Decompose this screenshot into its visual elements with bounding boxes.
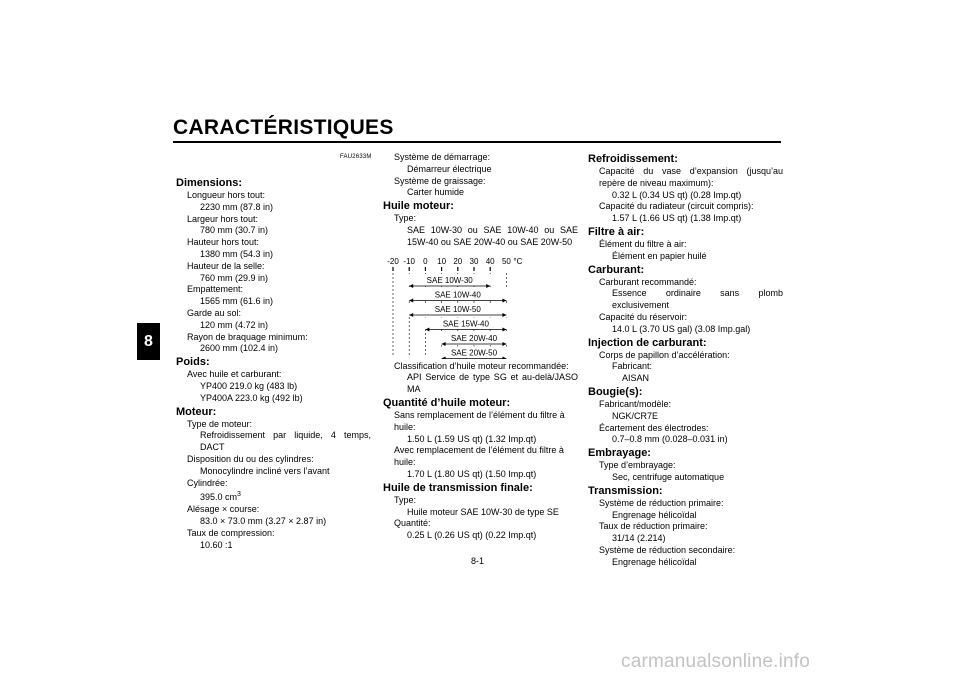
avec-remplacement-value: 1.70 L (1.80 US qt) (1.50 Imp.qt): [407, 468, 537, 479]
poids-value-2: YP400A 223.0 kg (492 lb): [200, 392, 303, 403]
selle-value: 760 mm (29.9 in): [200, 272, 269, 283]
cylindree-label: Cylindrée:: [187, 477, 228, 488]
oil-viscosity-chart: [383, 255, 578, 359]
disposition-value: Monocylindre incliné vers l’avant: [200, 465, 330, 476]
bougie-fabricant-value: NGK/CR7E: [612, 410, 659, 421]
title-rule: [173, 141, 781, 143]
ecartement-value: 0.7–0.8 mm (0.028–0.031 in): [612, 434, 728, 445]
empattement-value: 1565 mm (61.6 in): [200, 296, 274, 307]
page-title: CARACTÉRISTIQUES: [173, 116, 394, 139]
largeur-value: 780 mm (30.7 in): [200, 225, 269, 236]
temp-tick-label: 40: [485, 256, 495, 266]
vase-label: Capacité du vase d’expansion (jusqu’au repère de niveau maximum):: [599, 166, 783, 188]
huile-moteur-heading: Huile moteur:: [383, 200, 454, 213]
type-moteur-value: Refroidissement par liquide, 4 temps, DACT: [200, 430, 371, 453]
injection-heading: Injection de carburant:: [588, 336, 707, 349]
alesage-label: Alésage × course:: [187, 504, 260, 515]
temp-unit-label: °C: [513, 256, 523, 266]
quantite-heading: Quantité d’huile moteur:: [383, 396, 511, 409]
temp-tick-label: -10: [403, 256, 415, 266]
corps-papillon-label: Corps de papillon d’accélération:: [599, 349, 730, 360]
ecartement-label: Écartement des électrodes:: [599, 422, 709, 433]
poids-heading: Poids:: [176, 356, 210, 369]
column-1: [176, 176, 371, 551]
sans-remplacement-value: 1.50 L (1.59 US qt) (1.32 Imp.qt): [407, 433, 537, 444]
type-moteur-label: Type de moteur:: [187, 418, 253, 429]
embrayage-heading: Embrayage:: [588, 447, 651, 460]
hauteur-label: Hauteur hors tout:: [187, 237, 260, 248]
transmission-finale-heading: Huile de transmission finale:: [383, 481, 533, 494]
section-code: FAU2633M: [340, 154, 372, 160]
rayon-label: Rayon de braquage minimum:: [187, 331, 308, 342]
huile-type-label: Type:: [394, 213, 417, 224]
refroidissement-heading: Refroidissement:: [588, 153, 678, 165]
poids-label: Avec huile et carburant:: [187, 369, 282, 380]
rayon-value: 2600 mm (102.4 in): [200, 343, 279, 354]
fabricant-label: Fabricant:: [612, 361, 653, 372]
garde-label: Garde au sol:: [187, 307, 242, 318]
tf-quantite-label: Quantité:: [394, 518, 431, 529]
disposition-label: Disposition du ou des cylindres:: [187, 453, 314, 464]
tf-type-label: Type:: [394, 494, 417, 505]
empattement-label: Empattement:: [187, 284, 244, 295]
tf-type-value: Huile moteur SAE 10W-30 de type SE: [407, 506, 559, 517]
tf-quantite-value: 0.25 L (0.26 US qt) (0.22 Imp.qt): [407, 530, 537, 541]
demarrage-value: Démarreur électrique: [407, 163, 492, 174]
moteur-heading: Moteur:: [176, 405, 217, 418]
selle-label: Hauteur de la selle:: [187, 260, 265, 271]
transmission-heading: Transmission:: [588, 484, 663, 497]
reduction-secondaire-label: Système de réduction secondaire:: [599, 544, 736, 555]
largeur-label: Largeur hors tout:: [187, 213, 259, 224]
reduction-primaire-value: Engrenage hélicoïdal: [612, 509, 697, 520]
alesage-value: 83.0 × 73.0 mm (3.27 × 2.87 in): [200, 515, 327, 526]
taux-reduction-label: Taux de réduction primaire:: [599, 521, 708, 532]
watermark: carmanualsonline.info: [621, 651, 811, 672]
carburant-recommande-value: Essence ordinaire sans plomb exclusivement: [612, 288, 783, 311]
graissage-value: Carter humide: [407, 187, 465, 198]
temp-tick-label: -20: [387, 256, 399, 266]
filtre-heading: Filtre à air:: [588, 225, 645, 238]
carburant-recommande-label: Carburant recommandé:: [599, 276, 697, 287]
column-3: [588, 152, 783, 569]
filtre-value: Élément en papier huilé: [612, 250, 707, 261]
oil-grade-label: SAE 15W-40: [442, 319, 489, 329]
classification-label: Classification d’huile moteur recommandée:: [394, 360, 569, 371]
oil-grade-label: SAE 10W-40: [434, 290, 481, 300]
cylindree-exponent: 3: [237, 491, 241, 499]
temp-tick-label: 0: [423, 256, 428, 266]
oil-grade-label: SAE 10W-50: [434, 304, 481, 314]
filtre-label: Élément du filtre à air:: [599, 238, 687, 249]
garde-value: 120 mm (4.72 in): [200, 319, 269, 330]
reduction-primaire-label: Système de réduction primaire:: [599, 497, 724, 508]
temp-tick-label: 30: [469, 256, 479, 266]
column-2: [383, 152, 578, 542]
chapter-tab: 8: [137, 323, 160, 360]
temp-tick-label: 50: [501, 256, 511, 266]
radiateur-value: 1.57 L (1.66 US qt) (1.38 Imp.qt): [612, 213, 742, 224]
vase-value: 0.32 L (0.34 US qt) (0.28 Imp.qt): [612, 189, 742, 200]
bougie-heading: Bougie(s):: [588, 385, 643, 398]
bougie-fabricant-label: Fabricant/modèle:: [599, 398, 672, 409]
hauteur-value: 1380 mm (54.3 in): [200, 248, 274, 259]
oil-grade-label: SAE 20W-50: [450, 348, 498, 358]
temp-tick-label: 10: [437, 256, 447, 266]
poids-value-1: YP400 219.0 kg (483 lb): [200, 380, 298, 391]
compression-value: 10.60 :1: [200, 539, 233, 550]
dimensions-heading: Dimensions:: [176, 177, 243, 189]
temp-tick-label: 20: [453, 256, 463, 266]
fabricant-value: AISAN: [622, 373, 650, 384]
embrayage-type-label: Type d’embrayage:: [599, 460, 676, 471]
embrayage-type-value: Sec, centrifuge automatique: [612, 471, 725, 482]
oil-grade-label: SAE 10W-30: [426, 275, 473, 285]
taux-reduction-value: 31/14 (2.214): [612, 533, 666, 544]
oil-grade-label: SAE 20W-40: [450, 333, 498, 343]
classification-value: API Service de type SG et au-delà/JASO MA: [407, 372, 578, 395]
graissage-label: Système de graissage:: [394, 175, 486, 186]
cylindree-value-line: [176, 489, 371, 504]
page-number: 8-1: [471, 556, 485, 566]
reservoir-value: 14.0 L (3.70 US gal) (3.08 Imp.gal): [612, 323, 751, 334]
reservoir-label: Capacité du réservoir:: [599, 311, 688, 322]
huile-type-value: SAE 10W-30 ou SAE 10W-40 ou SAE 15W-40 ou SAE 20W-40 ou SAE 20W-50: [407, 224, 578, 247]
sans-remplacement-label: Sans remplacement de l’élément du filtre à huile:: [394, 409, 565, 432]
longueur-label: Longueur hors tout:: [187, 190, 266, 200]
demarrage-label: Système de démarrage:: [394, 152, 491, 162]
reduction-secondaire-value: Engrenage hélicoïdal: [612, 556, 697, 567]
carburant-heading: Carburant:: [588, 263, 645, 276]
longueur-value: 2230 mm (87.8 in): [200, 201, 274, 212]
compression-label: Taux de compression:: [187, 527, 275, 538]
radiateur-label: Capacité du radiateur (circuit compris):: [599, 201, 754, 212]
avec-remplacement-label: Avec remplacement de l’élément du filtre à huile:: [394, 445, 564, 468]
cylindree-value: 395.0 cm: [200, 492, 238, 503]
